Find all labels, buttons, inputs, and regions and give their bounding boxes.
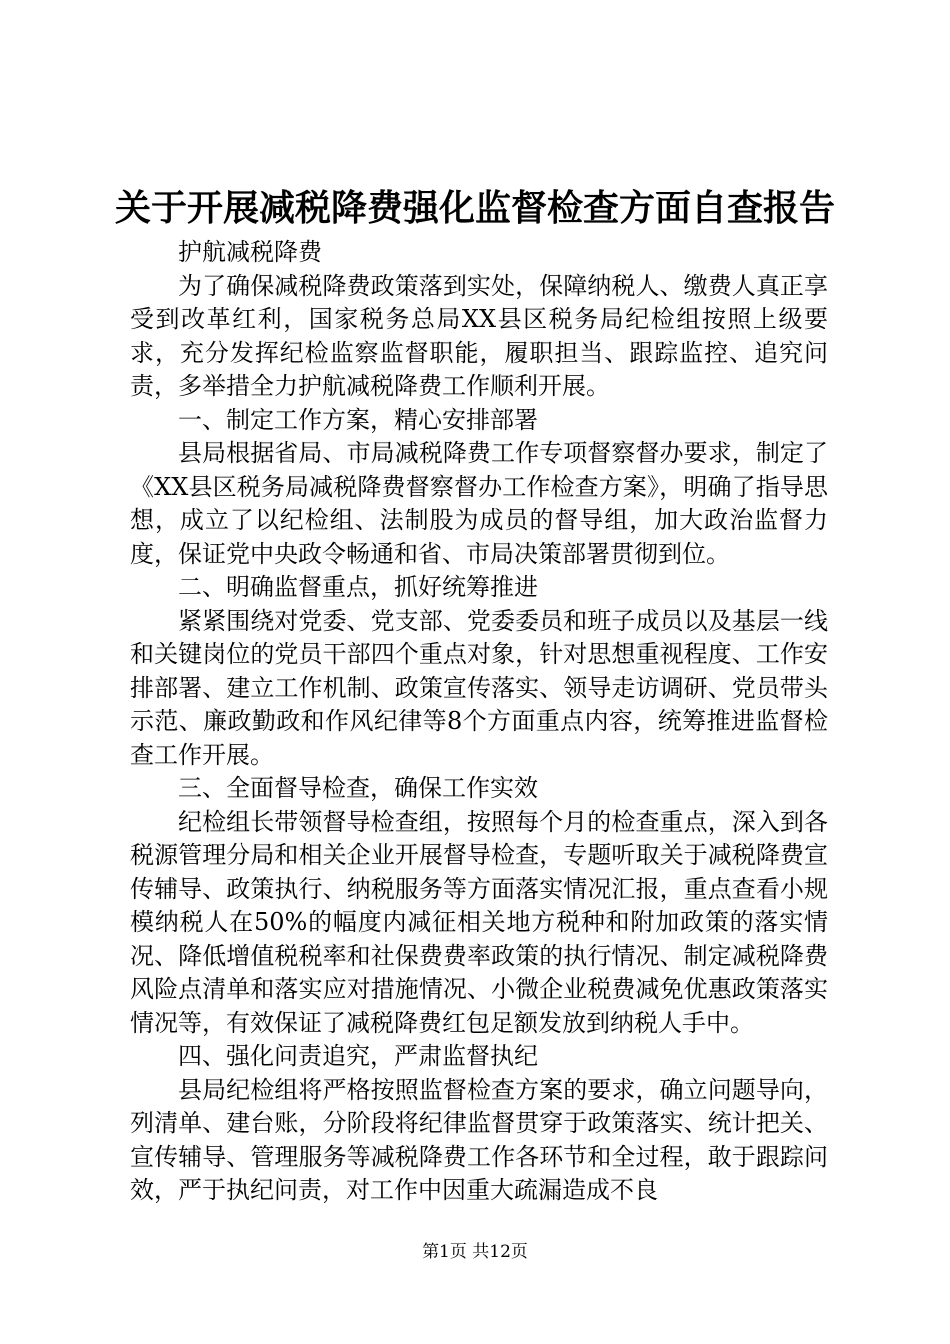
paragraph-intro: 为了确保减税降费政策落到实处，保障纳税人、缴费人真正享受到改革红利，国家税务总局XX县区税务局纪检组按照上级要求，充分发挥纪检监察监督职能，履职担当、跟踪监控、追究问责，多举措全力护航减税降费工作顺利开展。 [130, 271, 828, 400]
paragraph-section-1: 县局根据省局、市局减税降费工作专项督察督办要求，制定了《XX县区税务局减税降费督察督办工作检查方案》，明确了指导思想，成立了以纪检组、法制股为成员的督导组，加大政治监督力度，保证党中央政令畅通和省、市局决策部署贯彻到位。 [130, 439, 828, 568]
section-heading-4: 四、强化问责追究，严肃监督执纪 [178, 1042, 538, 1070]
paragraph-section-2: 紧紧围绕对党委、党支部、党委委员和班子成员以及基层一线和关键岗位的党员干部四个重点对象，针对思想重视程度、工作安排部署、建立工作机制、政策宣传落实、领导走访调研、党员带头示范、廉政勤政和作风纪律等8个方面重点内容，统筹推进监督检查工作开展。 [130, 606, 828, 769]
document-body [130, 236, 828, 1208]
page-number-footer: 第1页 共12页 [422, 1242, 528, 1262]
section-heading-2: 二、明确监督重点，抓好统筹推进 [178, 573, 538, 601]
document-title: 关于开展减税降费强化监督检查方面自查报告 [114, 187, 835, 229]
paragraph-section-3: 纪检组长带领督导检查组，按照每个月的检查重点，深入到各税源管理分局和相关企业开展督导检查，专题听取关于减税降费宣传辅导、政策执行、纳税服务等方面落实情况汇报，重点查看小规模纳税人在50%的幅度内减征相关地方税种和附加政策的落实情况、降低增值税税率和社保费费率政策的执行情况、制定减税降费风险点清单和落实应对措施情况、小微企业税费减免优惠政策落实情况等，有效保证了减税降费红包足额发放到纳税人手中。 [130, 807, 828, 1037]
paragraph-section-4: 县局纪检组将严格按照监督检查方案的要求，确立问题导向，列清单、建台账，分阶段将纪律监督贯穿于政策落实、统计把关、宣传辅导、管理服务等减税降费工作各环节和全过程，敢于跟踪问效，严于执纪问责，对工作中因重大疏漏造成不良 [130, 1075, 828, 1204]
section-heading-1: 一、制定工作方案，精心安排部署 [178, 405, 538, 434]
section-heading-3: 三、全面督导检查，确保工作实效 [178, 774, 538, 802]
paragraph-subtitle: 护航减税降费 [178, 238, 322, 266]
